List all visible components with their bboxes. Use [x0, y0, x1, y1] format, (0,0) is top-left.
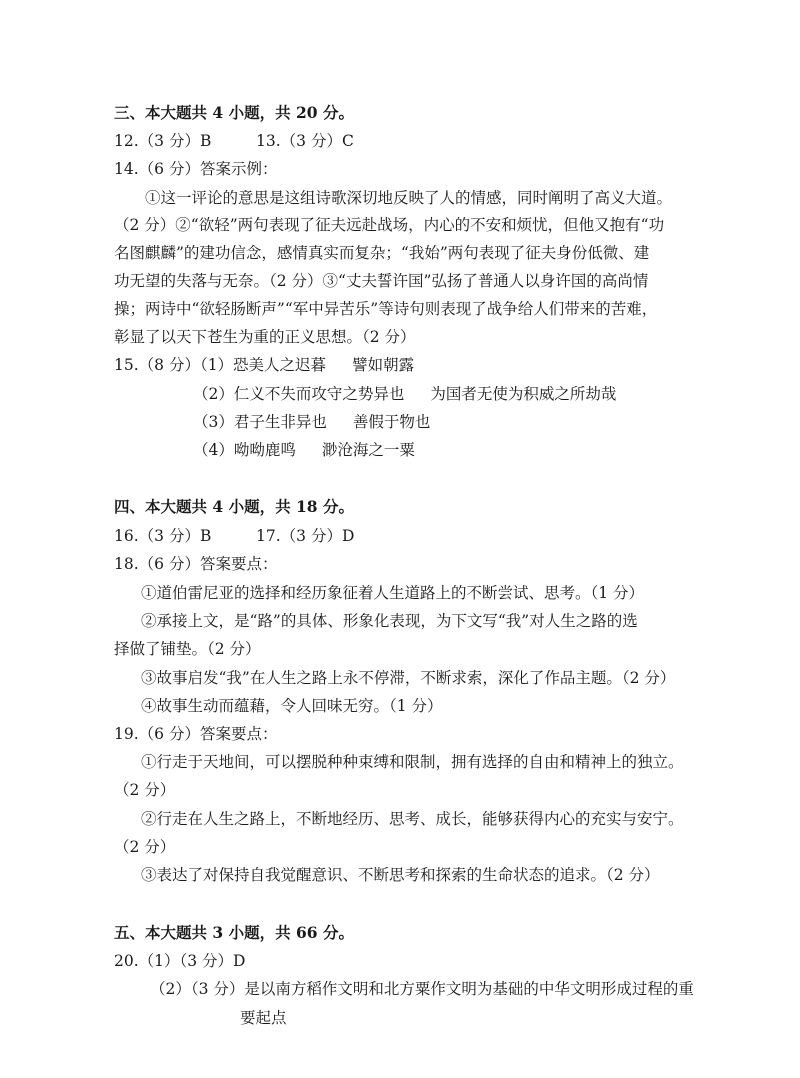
answer-q19-line-5: ③表达了对保持自我觉醒意识、不断思考和探索的生命状态的追求。（2 分） [141, 866, 660, 884]
section-5-heading: 五、本大题共 3 小题，共 66 分。 [114, 923, 354, 942]
answer-q18-line-5: ④故事生动而蕴藉，令人回味无穷。（1 分） [141, 697, 443, 715]
answer-q13: 13.（3 分）C [256, 132, 354, 150]
answer-q15-4a: （4）呦呦鹿鸣 [193, 441, 296, 459]
answer-q20-line-1: 20.（1）（3 分）D [114, 952, 246, 970]
answer-q16: 16.（3 分）B [114, 527, 212, 545]
answer-q15-line-2 [193, 384, 616, 404]
answer-q18-line-2: ②承接上文，是“路”的具体、形象化表现，为下文写“我”对人生之路的选 [141, 612, 638, 630]
answer-q15-line-1 [114, 355, 414, 375]
answer-q15-1a: 15.（8 分）（1）恐美人之迟暮 [114, 356, 327, 374]
answer-q14-line-1: ①这一评论的意思是这组诗歌深切地反映了人的情感，同时阐明了高义大道。 [145, 189, 673, 207]
answer-q15-3a: （3）君子生非异也 [193, 413, 327, 431]
answer-q14-heading: 14.（6 分）答案示例： [114, 160, 278, 178]
answer-q15-line-4 [193, 440, 415, 460]
answer-q14-line-5: 操；两诗中“欲轻肠断声”“军中异苦乐”等诗句则表现了战争给人们带来的苦难， [114, 300, 658, 318]
answer-q18-heading: 18.（6 分）答案要点： [114, 555, 278, 573]
answer-q18-line-4: ③故事启发“我”在人生之路上永不停滞，不断求索，深化了作品主题。（2 分） [141, 669, 676, 687]
answer-q19-line-4: （2 分） [114, 838, 176, 856]
answer-q15-line-3 [193, 412, 430, 432]
answer-q15-2a: （2）仁义不失而攻守之势异也 [193, 385, 405, 403]
answer-q20-line-2: （2）（3 分）是以南方稻作文明和北方粟作文明为基础的中华文明形成过程的重 [150, 980, 694, 998]
answer-q14-line-6: 彰显了以天下苍生为重的正义思想。（2 分） [114, 328, 416, 346]
answer-q12: 12.（3 分）B [114, 132, 212, 150]
answer-q19-line-1: ①行走于天地间，可以摆脱种种束缚和限制，拥有选择的自由和精神上的独立。 [141, 753, 684, 771]
answer-q15-4b: 渺沧海之一粟 [321, 441, 415, 459]
answer-q14-line-2: （2 分）②“欲轻”两句表现了征夫远赴战场，内心的不安和烦忧，但他又抱有“功 [114, 216, 665, 234]
answer-q15-2b: 为国者无使为积威之所劫哉 [430, 385, 617, 403]
answer-q20-line-3: 要起点 [240, 1009, 287, 1027]
answer-q18-line-3: 择做了铺垫。（2 分） [114, 640, 261, 658]
answer-q14-line-4: 功无望的失落与无奈。（2 分）③“丈夫誓许国”弘扬了普通人以身许国的高尚情 [114, 272, 649, 290]
answer-q14-line-3: 名图麒麟”的建功信念，感情真实而复杂；“我始”两句表现了征夫身份低微、建 [114, 244, 650, 262]
section-4-heading: 四、本大题共 4 小题，共 18 分。 [114, 497, 354, 516]
section-3-heading: 三、本大题共 4 小题，共 20 分。 [114, 103, 354, 122]
answer-q19-line-2: （2 分） [114, 781, 176, 799]
answer-q18-line-1: ①道伯雷尼亚的选择和经历象征着人生道路上的不断尝试、思考。（1 分） [141, 584, 645, 602]
answer-q15-3b: 善假于物也 [352, 413, 431, 431]
answer-q19-line-3: ②行走在人生之路上，不断地经历、思考、成长，能够获得内心的充实与安宁。 [141, 810, 684, 828]
answer-q19-heading: 19.（6 分）答案要点： [114, 725, 278, 743]
answer-q17: 17.（3 分）D [256, 527, 355, 545]
answer-q15-1b: 譬如朝露 [352, 356, 415, 374]
